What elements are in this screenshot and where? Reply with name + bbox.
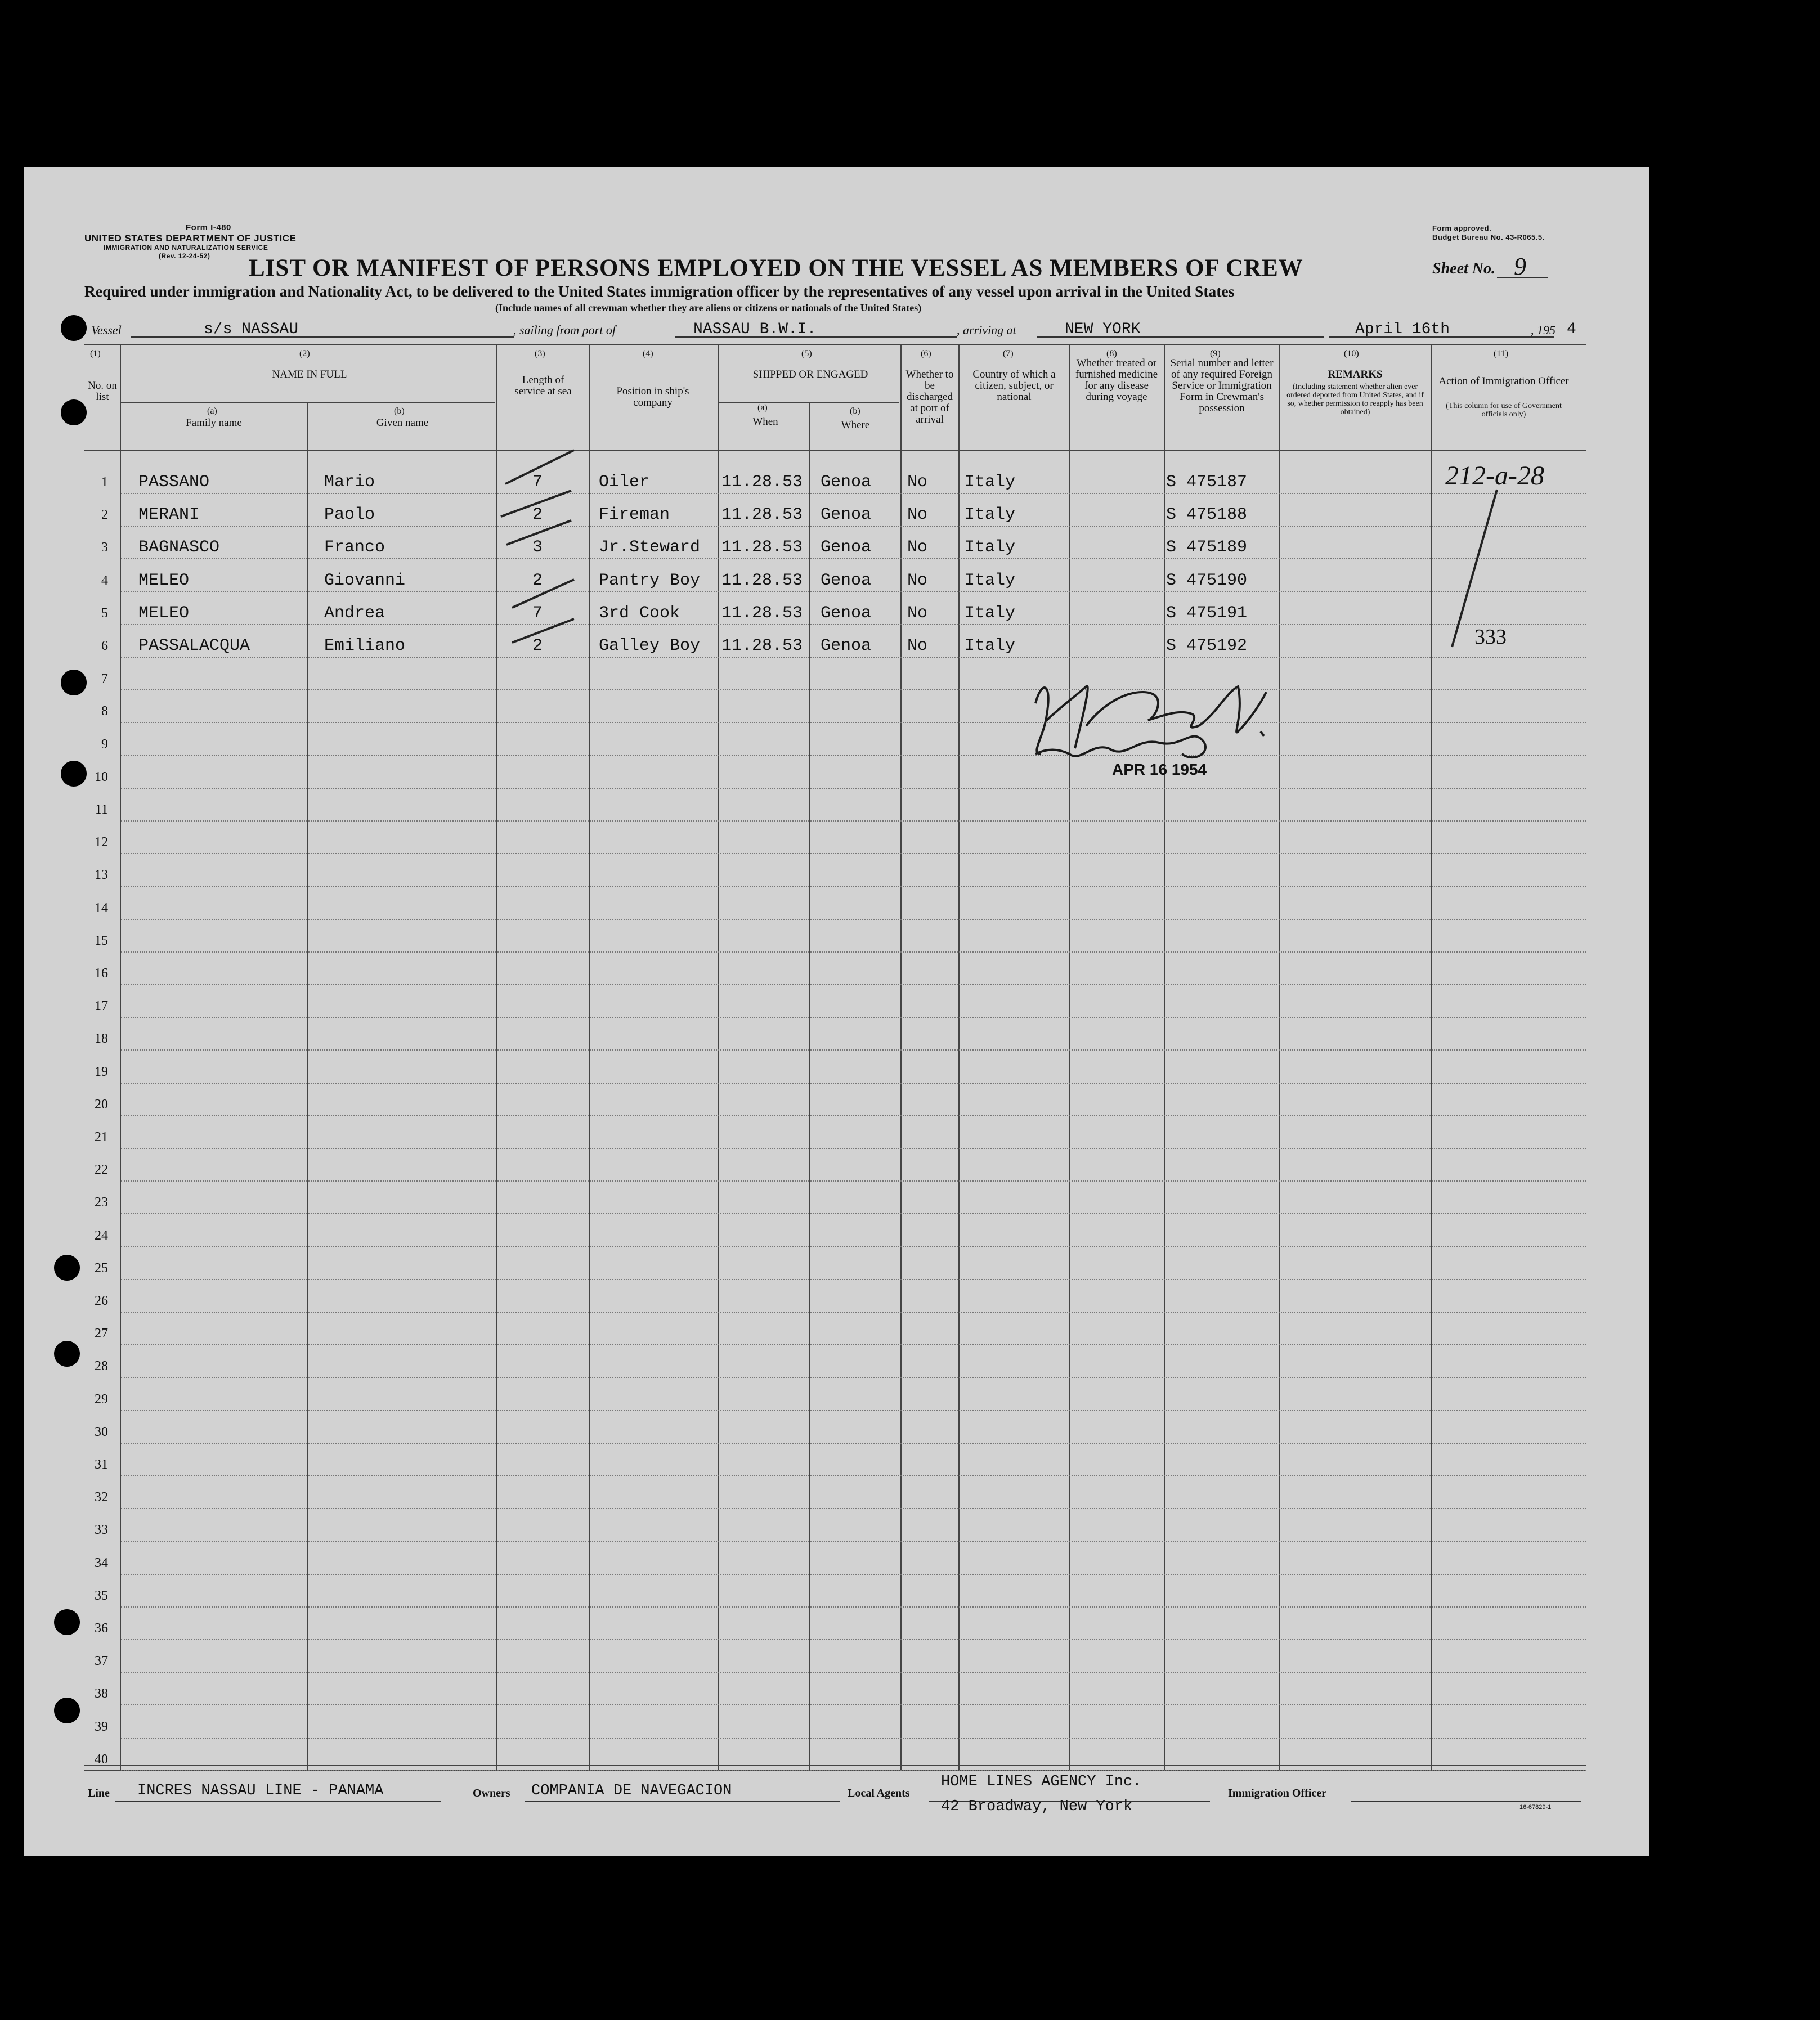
crew-service-cell: 7 [532, 603, 543, 623]
sailing-port: NASSAU B.W.I. [693, 321, 817, 338]
row-number: 36 [95, 1621, 108, 1636]
row-number: 19 [95, 1064, 108, 1079]
owners-label: Owners [473, 1787, 510, 1799]
row-rule [121, 1574, 1586, 1575]
row-number: 7 [101, 671, 108, 686]
crew-when-cell: 11.28.53 [721, 636, 803, 656]
row-number: 25 [95, 1260, 108, 1276]
row-number: 22 [95, 1162, 108, 1178]
row-number: 14 [95, 900, 108, 915]
row-rule [121, 1344, 1586, 1346]
row-number: 33 [95, 1523, 108, 1538]
col10-header: REMARKS [1328, 369, 1383, 380]
row-number: 16 [95, 966, 108, 981]
crew-family-cell: MELEO [138, 571, 190, 590]
row-number: 2 [101, 508, 108, 523]
manifest-title: LIST OR MANIFEST OF PERSONS EMPLOYED ON THE VESSEL AS MEMBERS OF CREW [249, 255, 1303, 281]
crew-when-cell: 11.28.53 [721, 603, 803, 623]
col7-number: (7) [1003, 349, 1014, 358]
crew-where-cell: Genoa [821, 473, 872, 492]
inspector-signature [1013, 670, 1294, 771]
crew-where-cell: Genoa [821, 603, 872, 623]
row-rule [121, 755, 1586, 757]
crew-given-cell: Giovanni [324, 571, 406, 590]
crew-country-cell: Italy [965, 505, 1016, 525]
col11-header: Action of Immigration Officer [1438, 375, 1569, 387]
service-checkmarks [495, 445, 591, 658]
row-rule [121, 624, 1586, 626]
row-rule [121, 951, 1586, 953]
form-revision: (Rev. 12-24-52) [159, 252, 210, 260]
crew-given-cell: Mario [324, 473, 375, 492]
crew-given-cell: Emiliano [324, 636, 406, 656]
row-rule [121, 1704, 1586, 1706]
col11-note: (This column for use of Government officials only) [1446, 402, 1562, 419]
crew-service-cell: 3 [532, 538, 543, 558]
punch-hole [61, 399, 87, 425]
year-suffix: 4 [1567, 321, 1576, 338]
col5b-number: (b) [850, 406, 860, 416]
col5b-header: Where [841, 419, 870, 431]
crew-country-cell: Italy [965, 571, 1016, 590]
row-rule [121, 886, 1586, 887]
form-approved: Form approved. [1432, 224, 1492, 232]
col11-number: (11) [1494, 349, 1509, 358]
crew-where-cell: Genoa [821, 538, 872, 558]
row-rule [121, 1213, 1586, 1215]
crew-country-cell: Italy [965, 538, 1016, 558]
col2a-number: (a) [207, 406, 217, 416]
row-rule [121, 1770, 1586, 1772]
crew-when-cell: 11.28.53 [721, 473, 803, 492]
col8-number: (8) [1106, 349, 1117, 358]
row-rule [121, 1508, 1586, 1510]
row-number: 21 [95, 1130, 108, 1144]
line-name: INCRES NASSAU LINE - PANAMA [137, 1783, 384, 1799]
department-name: UNITED STATES DEPARTMENT OF JUSTICE [84, 233, 297, 244]
crew-service-cell: 2 [532, 571, 543, 590]
row-number: 10 [95, 769, 108, 784]
row-rule [121, 919, 1586, 921]
row-rule [121, 1738, 1586, 1739]
col10-note: (Including statement whether alien ever ordered deported from United States, and if so, whether permission to reapply has been obtained) [1286, 383, 1424, 416]
row-number: 27 [95, 1326, 108, 1341]
vessel-name: s/s NASSAU [204, 321, 299, 338]
col3-number: (3) [535, 349, 545, 358]
crew-discharged-cell: No [907, 505, 928, 525]
crew-serial-cell: S 475192 [1166, 636, 1248, 656]
row-number: 6 [101, 639, 108, 653]
row-number: 31 [95, 1457, 108, 1472]
row-number: 20 [95, 1097, 108, 1112]
col7-header: Country of which a citizen, subject, or national [972, 369, 1056, 403]
date-stamp: APR 16 1954 [1112, 761, 1207, 778]
col3-header: Length of service at sea [514, 374, 572, 397]
crew-country-cell: Italy [965, 473, 1016, 492]
row-number: 39 [95, 1719, 108, 1734]
owners-name: COMPANIA DE NAVEGACION [531, 1783, 732, 1799]
row-rule [121, 1410, 1586, 1412]
row-number: 28 [95, 1359, 108, 1374]
row-rule [121, 493, 1586, 495]
arrival-date: April 16th [1355, 321, 1450, 338]
row-number: 15 [95, 933, 108, 948]
arriving-label: , arriving at [957, 323, 1016, 337]
crew-serial-cell: S 475188 [1166, 505, 1248, 525]
col5-number: (5) [801, 349, 812, 358]
col4-header: Position in ship's company [616, 385, 689, 409]
service-name: IMMIGRATION AND NATURALIZATION SERVICE [104, 244, 268, 252]
row-rule [121, 984, 1586, 986]
row-rule [121, 689, 1586, 691]
row-number: 23 [95, 1195, 108, 1210]
agents-address: 42 Broadway, New York [941, 1798, 1133, 1815]
line-label: Line [88, 1787, 110, 1799]
officer-mark-bottom: 333 [1474, 625, 1507, 649]
row-number: 17 [95, 999, 108, 1014]
row-rule [121, 1475, 1586, 1477]
col8-header: Whether treated or furnished medicine for any disease during voyage [1075, 357, 1158, 403]
row-rule [121, 722, 1586, 724]
vessel-label: Vessel [91, 323, 122, 337]
row-number: 29 [95, 1391, 108, 1407]
include-note: (Include names of all crewman whether they are aliens or citizens or nationals of the United States) [495, 302, 922, 313]
row-rule [121, 1049, 1586, 1051]
agents-name: HOME LINES AGENCY Inc. [941, 1774, 1142, 1790]
row-rule [121, 1246, 1586, 1248]
sheet-label: Sheet No. [1432, 260, 1495, 277]
crew-serial-cell: S 475190 [1166, 571, 1248, 590]
crew-given-cell: Franco [324, 538, 385, 558]
col2a-header: Family name [186, 417, 242, 429]
row-rule [121, 591, 1586, 593]
crew-where-cell: Genoa [821, 505, 872, 525]
arriving-port: NEW YORK [1065, 321, 1141, 338]
row-number: 3 [101, 540, 108, 555]
col6-header: Whether to be discharged at port of arrival [905, 369, 954, 425]
crew-country-cell: Italy [965, 603, 1016, 623]
row-number: 30 [95, 1424, 108, 1439]
crew-family-cell: PASSALACQUA [138, 636, 250, 656]
crew-family-cell: BAGNASCO [138, 538, 220, 558]
crew-serial-cell: S 475191 [1166, 603, 1248, 623]
row-number: 4 [101, 573, 108, 588]
form-number: Form I-480 [186, 223, 231, 232]
crew-family-cell: PASSANO [138, 473, 210, 492]
col5a-number: (a) [757, 403, 768, 412]
row-rule [121, 1443, 1586, 1444]
row-rule [121, 1279, 1586, 1281]
row-rule [121, 1148, 1586, 1150]
crew-serial-cell: S 475189 [1166, 538, 1248, 558]
row-number: 9 [101, 737, 108, 752]
immigration-officer-label: Immigration Officer [1228, 1787, 1326, 1799]
officer-mark-top: 212-a-28 [1445, 461, 1544, 491]
crew-service-cell: 2 [532, 505, 543, 525]
crew-family-cell: MERANI [138, 505, 200, 525]
sheet-number: 9 [1514, 253, 1526, 280]
col2-number: (2) [299, 349, 310, 358]
row-number: 40 [95, 1752, 108, 1767]
row-rule [121, 820, 1586, 822]
crew-position-cell: Galley Boy [599, 636, 701, 656]
crew-position-cell: Pantry Boy [599, 571, 701, 590]
col1-header: No. on list [88, 380, 117, 403]
row-rule [121, 1312, 1586, 1313]
sailing-label: , sailing from port of [513, 323, 616, 337]
crew-given-cell: Andrea [324, 603, 385, 623]
col6-number: (6) [921, 349, 931, 358]
col4-number: (4) [643, 349, 653, 358]
crew-service-cell: 2 [532, 636, 543, 656]
manifest-subtitle: Required under immigration and Nationality Act, to be delivered to the United States immigration officer by the representatives of any vessel upon arrival in the United States [84, 282, 1235, 300]
col1-number: (1) [90, 349, 101, 358]
row-rule [121, 788, 1586, 789]
row-rule [121, 657, 1586, 658]
row-number: 35 [95, 1588, 108, 1603]
row-rule [121, 526, 1586, 527]
row-rule [121, 1541, 1586, 1542]
col2-header: NAME IN FULL [272, 369, 347, 380]
row-rule [121, 1017, 1586, 1018]
row-number: 24 [95, 1228, 108, 1243]
col2b-header: Given name [376, 417, 429, 429]
row-number: 8 [101, 704, 108, 719]
row-number: 5 [101, 605, 108, 621]
crew-where-cell: Genoa [821, 636, 872, 656]
col5a-header: When [752, 416, 778, 428]
crew-serial-cell: S 475187 [1166, 473, 1248, 492]
row-number: 34 [95, 1555, 108, 1570]
crew-discharged-cell: No [907, 603, 928, 623]
row-rule [121, 558, 1586, 560]
row-rule [121, 1672, 1586, 1673]
row-number: 37 [95, 1654, 108, 1669]
crew-when-cell: 11.28.53 [721, 505, 803, 525]
row-number: 13 [95, 868, 108, 883]
col10-number: (10) [1344, 349, 1359, 358]
crew-when-cell: 11.28.53 [721, 538, 803, 558]
crew-discharged-cell: No [907, 571, 928, 590]
col9-number: (9) [1210, 349, 1221, 358]
row-number: 18 [95, 1031, 108, 1047]
row-rule [121, 1377, 1586, 1379]
crew-when-cell: 11.28.53 [721, 571, 803, 590]
crew-discharged-cell: No [907, 473, 928, 492]
row-rule [121, 1180, 1586, 1182]
col2b-number: (b) [394, 406, 405, 416]
year-prefix: , 195 [1531, 323, 1555, 337]
row-number: 11 [95, 802, 108, 817]
row-rule [121, 853, 1586, 855]
crew-given-cell: Paolo [324, 505, 375, 525]
row-rule [121, 1115, 1586, 1117]
row-number: 26 [95, 1294, 108, 1308]
row-number: 1 [101, 475, 108, 490]
row-rule [121, 1083, 1586, 1084]
punch-hole [61, 315, 87, 341]
crew-where-cell: Genoa [821, 571, 872, 590]
crew-discharged-cell: No [907, 538, 928, 558]
crew-country-cell: Italy [965, 636, 1016, 656]
budget-bureau: Budget Bureau No. 43-R065.5. [1432, 233, 1545, 241]
col5-header: SHIPPED OR ENGAGED [752, 369, 868, 380]
row-number: 12 [95, 835, 108, 850]
form-code: 16-67829-1 [1519, 1804, 1552, 1811]
crew-position-cell: 3rd Cook [599, 603, 680, 623]
row-rule [121, 1606, 1586, 1608]
col9-header: Serial number and letter of any required Foreign Service or Immigration Form in Crewman's possession [1170, 357, 1274, 414]
row-number: 32 [95, 1490, 108, 1505]
crew-position-cell: Fireman [599, 505, 670, 525]
crew-service-cell: 7 [532, 473, 543, 492]
crew-discharged-cell: No [907, 636, 928, 656]
agents-label: Local Agents [848, 1787, 910, 1799]
crew-position-cell: Jr.Steward [599, 538, 701, 558]
row-number: 38 [95, 1686, 108, 1702]
crew-position-cell: Oiler [599, 473, 650, 492]
crew-family-cell: MELEO [138, 603, 190, 623]
row-rule [121, 1639, 1586, 1641]
